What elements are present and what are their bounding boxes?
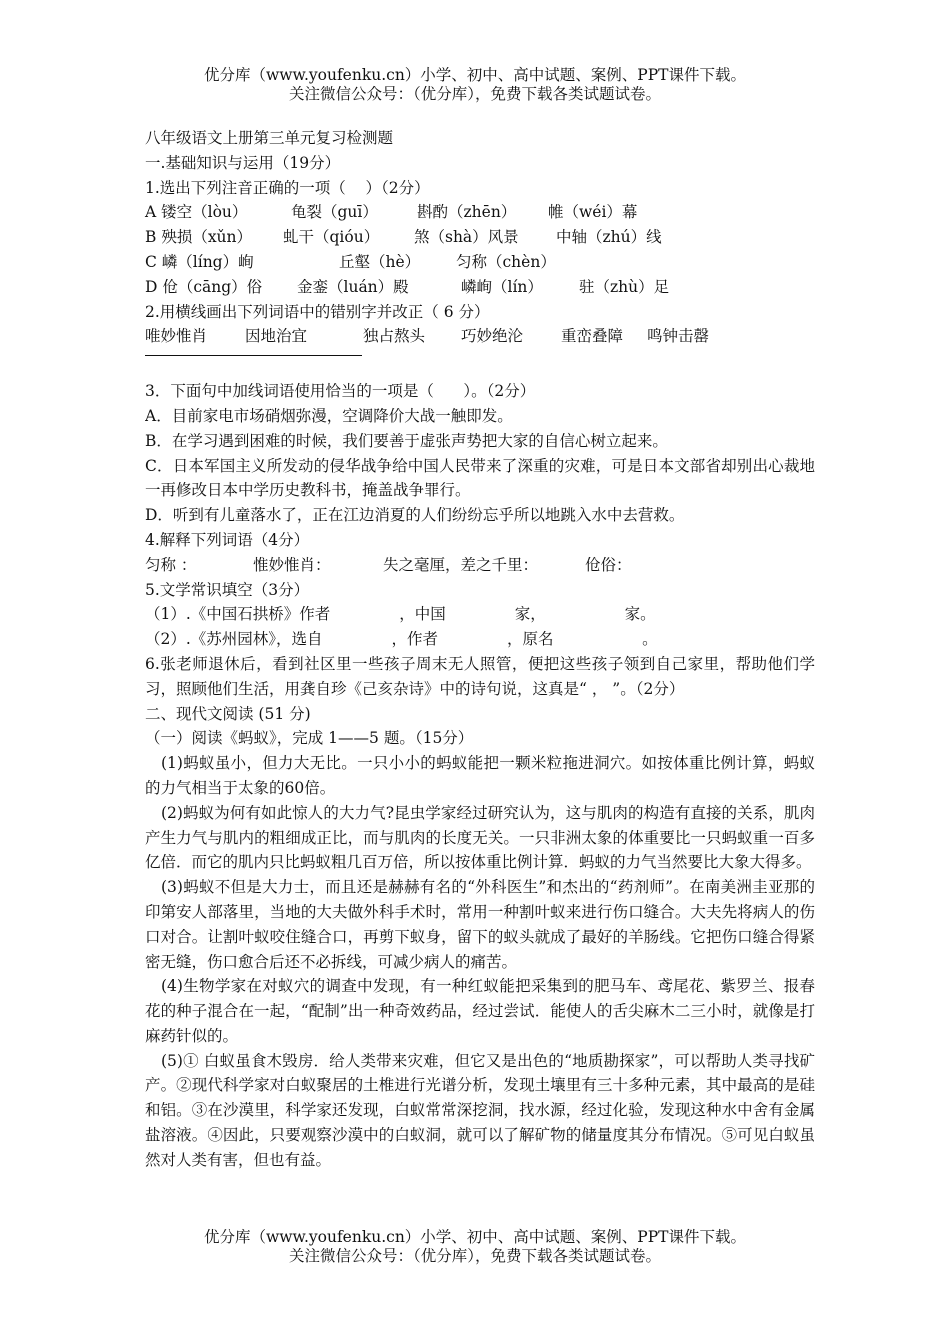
footer-line-2: 关注微信公众号：（优分库），免费下载各类试题试卷。 bbox=[288, 1247, 661, 1265]
q1-stem: 1.选出下列注音正确的一项（ ）（2分） bbox=[145, 178, 430, 197]
q4-term-3: 失之毫厘，差之千里： bbox=[383, 555, 539, 574]
q1-option-b bbox=[145, 225, 815, 250]
q2-word-6: 鸣钟击罄 bbox=[647, 327, 710, 346]
reading-1-intro: （一）阅读《蚂蚁》，完成 1——5 题。（15分） bbox=[145, 729, 474, 748]
page-header bbox=[0, 66, 950, 104]
q5-line-1: （1）.《中国石拱桥》作者 ，中国 家， 家。 bbox=[145, 605, 656, 624]
q1-b-2: 虬干（qióu） bbox=[283, 228, 380, 247]
q1-c-2: 丘壑（hè） bbox=[339, 252, 421, 271]
q2-words bbox=[145, 324, 815, 349]
q2-answer-line bbox=[145, 355, 362, 356]
q1-d-4: 驻（zhù）足 bbox=[579, 277, 670, 296]
q2-word-5: 重峦叠障 bbox=[561, 327, 624, 346]
q4-term-2: 惟妙惟肖： bbox=[253, 555, 331, 574]
q1-b-3: 煞（shà）风景 bbox=[414, 228, 519, 247]
q1-d-1: D 伧（cāng）俗 bbox=[145, 277, 263, 296]
q1-option-a bbox=[145, 200, 815, 225]
q4-term-4: 伧俗： bbox=[585, 555, 632, 574]
q4-terms bbox=[145, 553, 815, 578]
reading-paragraph-1: (1)蚂蚁虽小，但力大无比。一只小小的蚂蚁能把一颗米粒拖进洞穴。如按体重比例计算，蚂蚁的力气相当于太象的60倍。 bbox=[145, 754, 815, 797]
reading-paragraph-4: (4)生物学家在对蚁穴的调查中发现，有一种红蚁能把采集到的肥马车、鸢尾花、紫罗兰、报春花的种子混合在一起，“配制”出一种奇效药品，经过尝试．能使人的舌尖麻木二三小时，就像是打麻药针似的。 bbox=[145, 977, 815, 1045]
q1-b-4: 中轴（zhú）线 bbox=[556, 228, 662, 247]
q2-answer-line-wrap bbox=[145, 355, 815, 379]
section-1-heading: 一.基础知识与运用（19分） bbox=[145, 153, 341, 172]
page-footer bbox=[0, 1228, 950, 1266]
header-line-2: 关注微信公众号：（优分库），免费下载各类试题试卷。 bbox=[288, 85, 661, 103]
q2-word-3: 独占熬头 bbox=[363, 327, 426, 346]
q2-stem: 2.用横线画出下列词语中的错别字并改正（ 6 分） bbox=[145, 302, 490, 321]
q3-option-c: C．日本军国主义所发动的侵华战争给中国人民带来了深重的灾难，可是日本文部省却别出心裁地一再修改日本中学历史教科书，掩盖战争罪行。 bbox=[145, 456, 815, 500]
document-title: 八年级语文上册第三单元复习检测题 bbox=[145, 129, 394, 147]
q3-option-b: B．在学习遇到困难的时候，我们要善于虚张声势把大家的自信心树立起来。 bbox=[145, 431, 668, 450]
q1-a-2: 龟裂（guī） bbox=[291, 203, 378, 222]
q3-stem: 3．下面句中加线词语使用恰当的一项是（ ）。（2分） bbox=[145, 382, 536, 401]
q5-line-2: （2）.《苏州园林》，选自 ，作者 ，原名 。 bbox=[145, 630, 658, 649]
q3-option-d: D．听到有儿童落水了，正在江边消夏的人们纷纷忘乎所以地跳入水中去营救。 bbox=[145, 506, 685, 525]
q1-d-3: 嶙峋（lín） bbox=[461, 277, 543, 296]
q1-c-3: 匀称（chèn） bbox=[456, 252, 556, 271]
section-2-heading: 二、现代文阅读 (51 分) bbox=[145, 704, 311, 723]
reading-paragraph-3: (3)蚂蚁不但是大力士，而且还是赫赫有名的“外科医生”和杰出的“药剂师”。在南美洲圭亚那的印第安人部落里，当地的大夫做外科手术时，常用一种割叶蚁来进行伤口缝合。大夫先将病人的伤口对合。让割叶蚁咬住缝合口，再剪下蚁身，留下的蚁头就成了最好的羊肠线。它把伤口缝合得紧密无缝，伤口愈合后还不必拆线，可减少病人的痛苦。 bbox=[145, 878, 815, 971]
q1-a-3: 斟酌（zhēn） bbox=[417, 203, 517, 222]
q1-a-4: 帷（wéi）幕 bbox=[548, 203, 638, 222]
q4-stem: 4.解释下列词语（4分） bbox=[145, 530, 310, 549]
q1-d-2: 金銮（luán）殿 bbox=[297, 277, 409, 296]
reading-paragraph-2: (2)蚂蚁为何有如此惊人的大力气?昆虫学家经过研究认为，这与肌肉的构造有直接的关系，肌肉产生力气与肌内的粗细成正比，而与肌肉的长度无关。一只非洲太象的体重要比一只蚂蚁重一百多亿倍．而它的肌内只比蚂蚁粗几百万倍，所以按体重比例计算．蚂蚁的力气当然要比大象大得多。 bbox=[145, 803, 815, 872]
q1-option-d bbox=[145, 275, 815, 300]
q6-text: 6.张老师退休后，看到社区里一些孩子周末无人照管，便把这些孩子领到自己家里，帮助他们学习，照顾他们生活，用龚自珍《己亥杂诗》中的诗句说，这真是“ ， ”。（2分） bbox=[145, 654, 815, 698]
q3-option-a: A．目前家电市场硝烟弥漫，空调降价大战一触即发。 bbox=[145, 406, 513, 425]
q2-word-2: 因地治宜 bbox=[245, 327, 308, 346]
q5-stem: 5.文学常识填空（3分） bbox=[145, 580, 310, 599]
q1-b-1: B 殃损（xǔn） bbox=[145, 228, 253, 247]
footer-line-1: 优分库（www.youfenku.cn）小学、初中、高中试题、案例、PPT课件下载。 bbox=[203, 1228, 747, 1246]
q1-a-1: A 镂空（lòu） bbox=[145, 203, 248, 222]
q2-word-1: 唯妙惟肖 bbox=[145, 327, 208, 346]
document-body bbox=[145, 126, 815, 1173]
q1-option-c bbox=[145, 250, 815, 275]
q2-word-4: 巧妙绝沦 bbox=[461, 327, 524, 346]
q4-term-1: 匀称 ： bbox=[145, 555, 197, 574]
reading-paragraph-5: (5)① 白蚁虽食木毁房．给人类带来灾难，但它又是出色的“地质勘探家”，可以帮助人类寻找矿产。②现代科学家对白蚁聚居的土椎进行光谱分析，发现土壤里有三十多种元素，其中最高的是硅和铝。③在沙漠里，科学家还发现，白蚁常常深挖洞，找水源，经过化验，发现这种水中舍有金属盐溶液。④因此，只要观察沙漠中的白蚁洞，就可以了解矿物的储量度其分布情况。⑤可见白蚁虽然对人类有害，但也有益。 bbox=[145, 1051, 815, 1169]
q1-c-1: C 嶙（líng）峋 bbox=[145, 252, 254, 271]
header-line-1: 优分库（www.youfenku.cn）小学、初中、高中试题、案例、PPT课件下载。 bbox=[203, 66, 747, 84]
